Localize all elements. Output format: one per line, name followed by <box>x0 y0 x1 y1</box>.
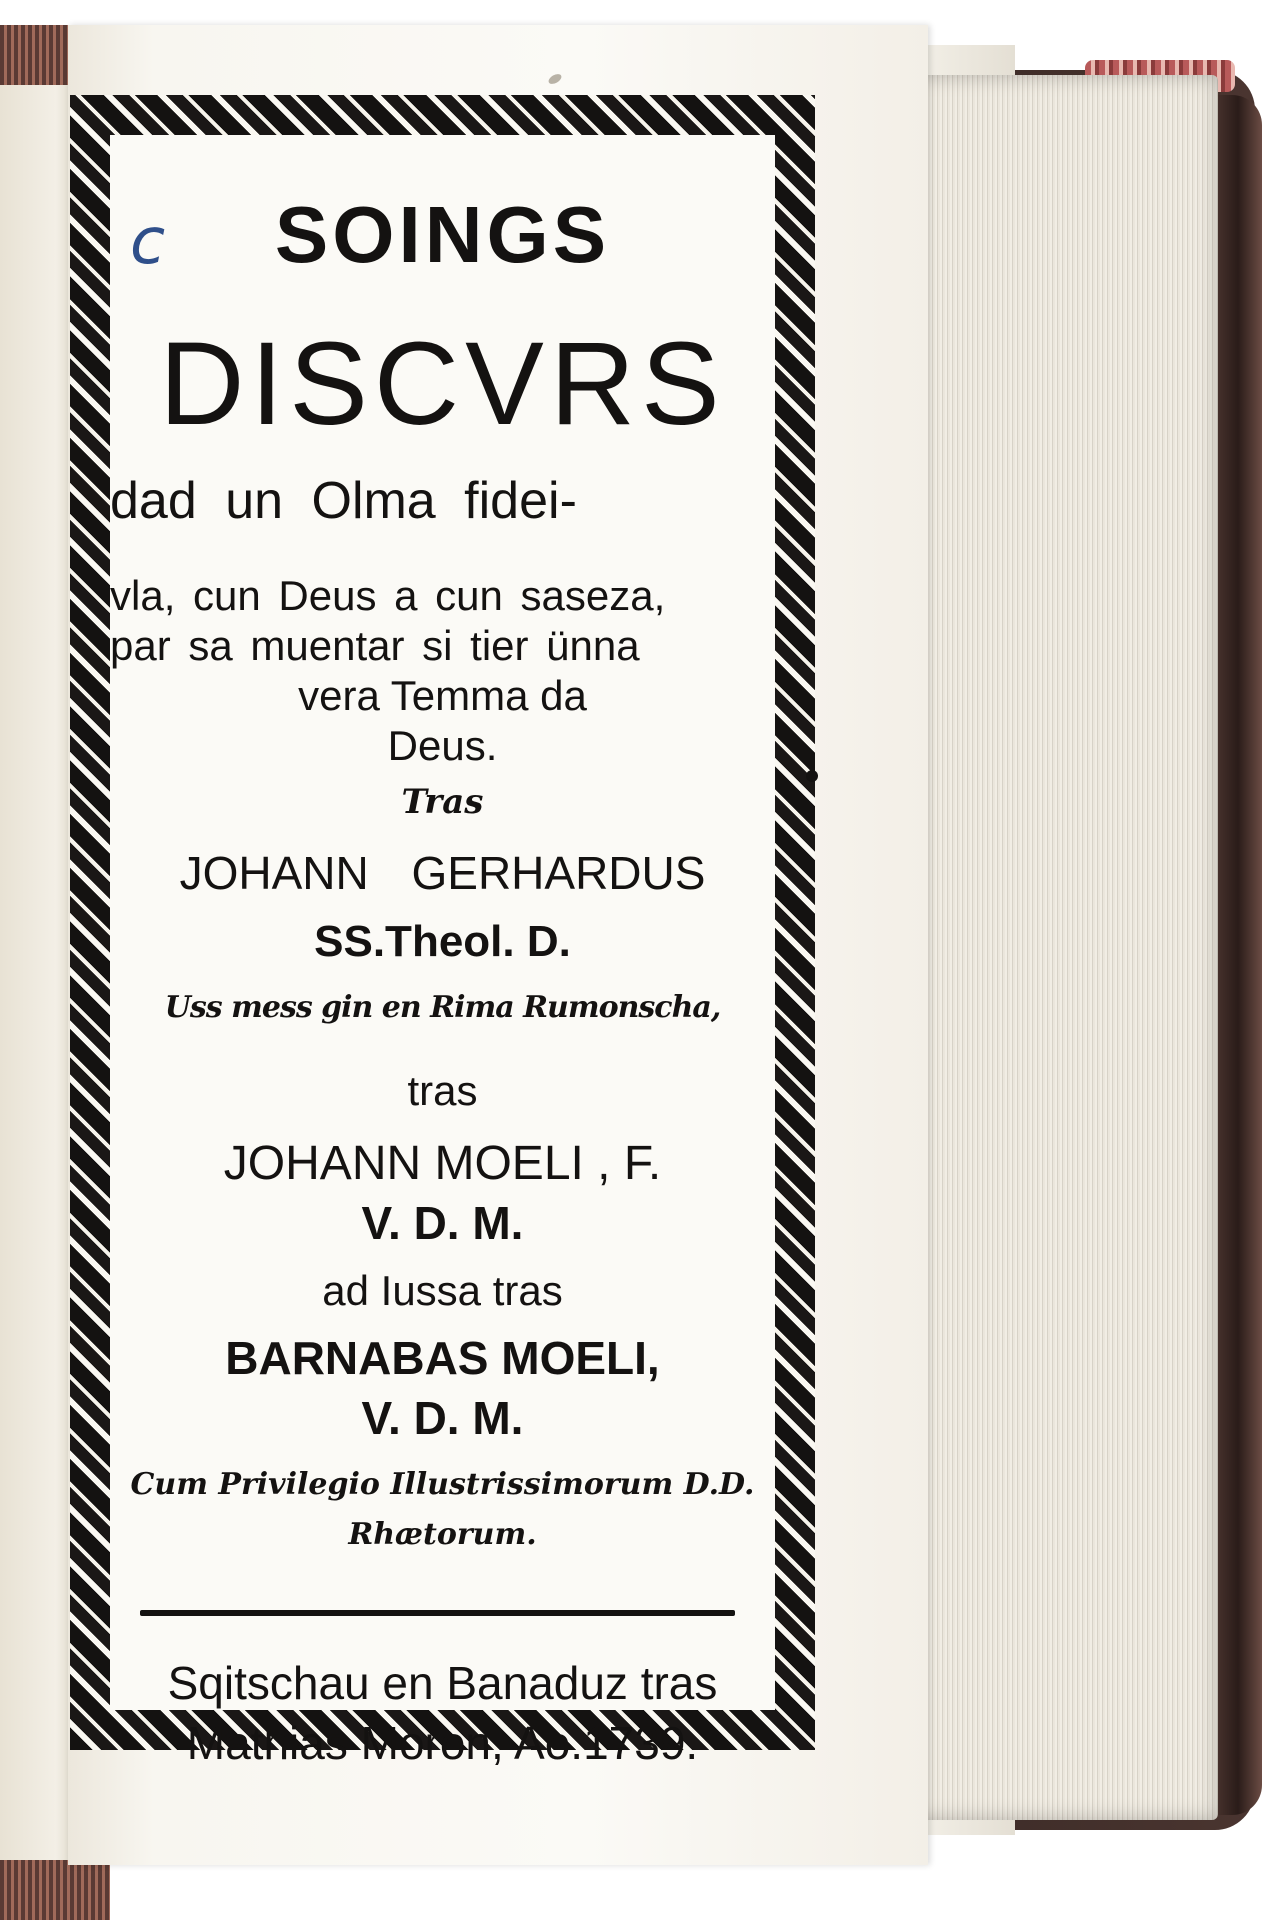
translation-note: Uss mess gin en Rima Rumonscha, <box>164 990 721 1025</box>
subtitle-line-4: vera Temma da <box>298 672 587 719</box>
author-name: JOHANN GERHARDUS <box>179 847 706 899</box>
tras-line-1: Tras <box>401 782 484 822</box>
privilege-line-1: Cum Privilegio Illustrissimorum D.D. <box>130 1467 755 1502</box>
subtitle-line-3: par sa muentar si tier ünna <box>110 622 640 669</box>
subtitle-line-5: Deus. <box>387 722 498 769</box>
page-fore-edge <box>900 75 1218 1820</box>
commissioner-name: BARNABAS MOELI, <box>225 1332 660 1384</box>
pencil-annotation: c <box>130 205 166 279</box>
tras-line-2: tras <box>407 1067 478 1114</box>
left-tailband <box>0 1860 110 1920</box>
subtitle-line-2: vla, cun Deus a cun saseza, <box>110 572 666 619</box>
imprint-line-1: Sqitschau en Banaduz tras <box>167 1657 718 1709</box>
imprint-line-2: Mathias Moron, Ao.1739. <box>186 1717 699 1769</box>
privilege-line-2: Rhætorum. <box>348 1517 537 1552</box>
translator-title: V. D. M. <box>361 1197 524 1249</box>
commissioner-title: V. D. M. <box>361 1392 524 1444</box>
title-line-1: SOINGS <box>274 190 611 279</box>
commission-line: ad Iussa tras <box>322 1267 563 1314</box>
author-degree: SS.Theol. D. <box>314 917 571 966</box>
title-line-2: DISCVRS <box>159 318 726 450</box>
translator-name: JOHANN MOELI , F. <box>223 1137 662 1190</box>
ink-dot <box>806 770 818 782</box>
divider-rule <box>140 1610 735 1616</box>
subtitle-line-1: dad un Olma fidei- <box>110 472 577 530</box>
title-text <box>110 135 775 1769</box>
smudge <box>547 72 563 86</box>
